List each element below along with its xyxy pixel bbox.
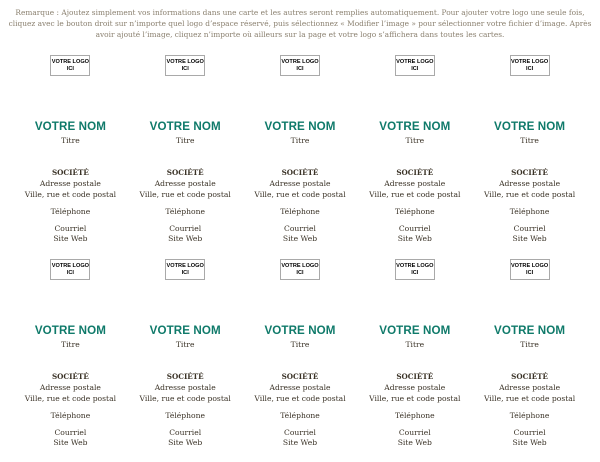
business-card[interactable]	[128, 49, 243, 253]
logo-placeholder[interactable]	[165, 55, 205, 76]
logo-text-line1: VOTRE LOGO	[396, 59, 434, 65]
logo-placeholder[interactable]	[50, 259, 90, 280]
logo-placeholder[interactable]	[395, 55, 435, 76]
logo-text-line2: ICI	[526, 269, 534, 276]
logo-text-line2: ICI	[66, 269, 74, 276]
business-card[interactable]	[128, 253, 243, 457]
card-name: VOTRE NOM	[34, 324, 106, 337]
card-phone: Téléphone	[509, 411, 550, 420]
card-phone: Téléphone	[394, 207, 435, 216]
card-phone: Téléphone	[280, 411, 320, 420]
card-website: Site Web	[168, 234, 203, 243]
card-address: Adresse postale	[39, 383, 101, 392]
card-website: Site Web	[512, 438, 547, 447]
card-title: Titre	[405, 136, 425, 145]
card-address: Adresse postale	[499, 179, 561, 188]
card-phone: Téléphone	[165, 207, 205, 216]
card-email: Courriel	[398, 428, 431, 437]
logo-text-line1: VOTRE LOGO	[51, 263, 90, 269]
card-city: Ville, rue et code postal	[483, 190, 576, 199]
logo-text-line1: VOTRE LOGO	[281, 59, 319, 65]
card-city: Ville, rue et code postal	[369, 190, 461, 199]
card-phone: Téléphone	[50, 207, 91, 216]
card-address: Adresse postale	[384, 179, 446, 188]
card-address: Adresse postale	[269, 383, 331, 392]
card-website: Site Web	[53, 234, 88, 243]
card-city: Ville, rue et code postal	[254, 190, 346, 199]
logo-text-line1: VOTRE LOGO	[396, 263, 434, 269]
logo-text-line2: ICI	[526, 65, 534, 72]
card-email: Courriel	[513, 428, 546, 437]
business-card[interactable]	[357, 253, 472, 457]
card-address: Adresse postale	[269, 179, 331, 188]
business-card[interactable]	[13, 49, 128, 253]
card-company: SOCIÉTÉ	[511, 372, 549, 381]
card-website: Site Web	[397, 234, 432, 243]
card-title: Titre	[61, 340, 80, 349]
card-company: SOCIÉTÉ	[396, 372, 434, 381]
card-company: SOCIÉTÉ	[51, 372, 89, 381]
card-company: SOCIÉTÉ	[166, 372, 204, 381]
card-address: Adresse postale	[154, 179, 216, 188]
logo-text-line2: ICI	[411, 269, 419, 276]
card-phone: Téléphone	[280, 207, 320, 216]
logo-placeholder[interactable]	[280, 259, 320, 280]
card-email: Courriel	[284, 224, 316, 233]
card-website: Site Web	[282, 438, 318, 447]
logo-placeholder[interactable]	[50, 55, 90, 76]
card-name: VOTRE NOM	[34, 120, 106, 133]
card-city: Ville, rue et code postal	[483, 394, 576, 403]
logo-text-line2: ICI	[181, 269, 189, 276]
card-phone: Téléphone	[394, 411, 435, 420]
card-title: Titre	[290, 136, 310, 145]
card-title: Titre	[175, 136, 195, 145]
business-card[interactable]	[357, 49, 472, 253]
card-email: Courriel	[54, 428, 87, 437]
card-email: Courriel	[513, 224, 546, 233]
card-address: Adresse postale	[154, 383, 216, 392]
logo-text-line2: ICI	[66, 65, 74, 72]
logo-text-line1: VOTRE LOGO	[166, 59, 204, 65]
logo-placeholder[interactable]	[395, 259, 435, 280]
card-website: Site Web	[512, 234, 547, 243]
card-company: SOCIÉTÉ	[396, 168, 434, 177]
business-card[interactable]	[472, 253, 587, 457]
business-card[interactable]	[472, 49, 587, 253]
card-name: VOTRE NOM	[494, 120, 566, 133]
business-card[interactable]	[13, 253, 128, 457]
business-card[interactable]	[243, 253, 358, 457]
card-name: VOTRE NOM	[264, 120, 336, 133]
logo-text-line2: ICI	[411, 65, 419, 72]
logo-text-line1: VOTRE LOGO	[510, 263, 549, 269]
card-website: Site Web	[53, 438, 88, 447]
card-title: Titre	[520, 136, 539, 145]
card-name: VOTRE NOM	[379, 120, 451, 133]
card-grid	[13, 49, 587, 457]
logo-text-line1: VOTRE LOGO	[51, 59, 90, 65]
card-website: Site Web	[282, 234, 318, 243]
card-title: Titre	[61, 136, 80, 145]
logo-text-line2: ICI	[181, 65, 189, 72]
card-title: Titre	[175, 340, 195, 349]
card-website: Site Web	[168, 438, 203, 447]
logo-placeholder[interactable]	[280, 55, 320, 76]
card-name: VOTRE NOM	[494, 324, 566, 337]
card-address: Adresse postale	[39, 179, 101, 188]
card-name: VOTRE NOM	[379, 324, 451, 337]
logo-placeholder[interactable]	[165, 259, 205, 280]
card-email: Courriel	[54, 224, 87, 233]
card-website: Site Web	[397, 438, 432, 447]
card-address: Adresse postale	[384, 383, 446, 392]
logo-text-line1: VOTRE LOGO	[166, 263, 204, 269]
card-company: SOCIÉTÉ	[281, 372, 319, 381]
card-city: Ville, rue et code postal	[24, 394, 117, 403]
card-title: Titre	[520, 340, 539, 349]
card-email: Courriel	[169, 428, 202, 437]
logo-text-line2: ICI	[296, 65, 304, 72]
logo-placeholder[interactable]	[510, 259, 550, 280]
card-city: Ville, rue et code postal	[139, 394, 231, 403]
card-email: Courriel	[398, 224, 431, 233]
logo-text-line2: ICI	[296, 269, 304, 276]
logo-text-line1: VOTRE LOGO	[510, 59, 549, 65]
instruction-note: Remarque : Ajoutez simplement vos informations dans une carte et les autres seront remplies automatiquement. Pour ajouter votre logo une seule fois, cliquez avec le bouton droit sur n’importe quel logo d’espace réservé, puis sélectionnez « Modifier l’image » pour sélectionner votre fichier d’image. Après avoir ajouté l’image, cliquez n’importe où ailleurs sur la page et votre logo s’affichera dans toutes les cartes.	[8, 8, 592, 39]
card-city: Ville, rue et code postal	[369, 394, 461, 403]
card-name: VOTRE NOM	[149, 324, 221, 337]
card-city: Ville, rue et code postal	[254, 394, 346, 403]
card-company: SOCIÉTÉ	[281, 168, 319, 177]
card-title: Titre	[405, 340, 425, 349]
card-company: SOCIÉTÉ	[51, 168, 89, 177]
card-title: Titre	[290, 340, 310, 349]
card-phone: Téléphone	[165, 411, 205, 420]
card-city: Ville, rue et code postal	[24, 190, 117, 199]
card-name: VOTRE NOM	[264, 324, 336, 337]
business-card[interactable]	[243, 49, 358, 253]
card-city: Ville, rue et code postal	[139, 190, 231, 199]
card-email: Courriel	[169, 224, 202, 233]
card-phone: Téléphone	[50, 411, 91, 420]
card-company: SOCIÉTÉ	[166, 168, 204, 177]
logo-text-line1: VOTRE LOGO	[281, 263, 319, 269]
card-company: SOCIÉTÉ	[511, 168, 549, 177]
card-email: Courriel	[284, 428, 316, 437]
logo-placeholder[interactable]	[510, 55, 550, 76]
card-address: Adresse postale	[499, 383, 561, 392]
card-phone: Téléphone	[509, 207, 550, 216]
card-name: VOTRE NOM	[149, 120, 221, 133]
